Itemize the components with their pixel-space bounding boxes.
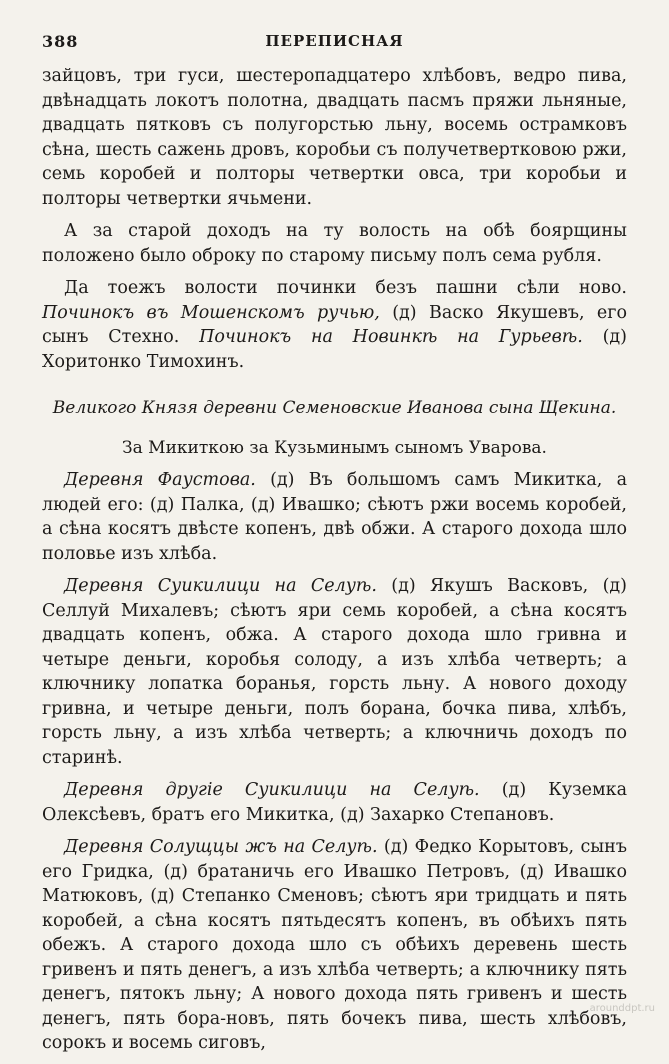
- paragraph-text: зайцовъ, три гуси, шестеропадцатеро хлѣбовъ, ведро пива, двѣнадцать локотъ полотна, двадцать пасмъ пряжи льняные, двадцать пятковъ съ полугорстью льну, восемь острамковъ сѣна, шесть сажень дровъ, коробьи съ получетвертковою ржи, семь коробей и полторы четвертки овса, три коробьи и полторы четвертки ячьмени.: [42, 66, 627, 209]
- page-number: 388: [42, 32, 79, 51]
- paragraph-text: (д) Федко Корытовъ, сынъ его Гридка, (д) братаничь его Ивашко Петровъ, (д) Ивашко Матюковъ, (д) Степанко Сменовъ; сѣютъ яри тридцать и пять коробей, а сѣна косятъ пятьдесятъ копенъ, въ обѣихъ пять обежъ. А старого дохода шло съ обѣихъ деревень шесть гривенъ и пять денегъ, а изъ хлѣба четверть; а ключнику пять денегъ, пятокъ льну; А нового дохода пять гривенъ и шесть денегъ, пять бора-новъ, пять бочекъ пива, шесть хлѣбовъ, сорокъ и восемь сиговъ,: [42, 837, 627, 1053]
- watermark: arounddpt.ru: [589, 1003, 655, 1014]
- paragraph-1: [42, 64, 627, 211]
- village-name: Деревня Суикилици на Селуѣ.: [64, 576, 377, 596]
- section-heading: Великого Князя деревни Семеновские Иванова сына Щекина.: [52, 398, 617, 418]
- paragraph-4: [42, 468, 627, 566]
- paragraph-text: А за старой доходъ на ту волость на обѣ боярщины положено было оброку по старому письму полъ сема рубля.: [42, 221, 627, 266]
- paragraph-5: [42, 574, 627, 770]
- paragraph-text: (д) Куземка Олексѣевъ, братъ его Микитка, (д) Захарко Степановъ.: [42, 780, 628, 825]
- paragraph-3: [42, 276, 627, 374]
- page-header: [42, 28, 627, 64]
- paragraph-2: [42, 219, 627, 268]
- village-name: Деревня другіе Суикилици на Селуѣ.: [64, 780, 480, 800]
- paragraph-text: (д) Якушъ Васковъ, (д) Селлуй Михалевъ; сѣютъ яри семь коробей, а сѣна косятъ двадцать копенъ, обжа. А старого дохода шло гривна и четыре деньги, коробья солоду, а изъ хлѣба четверть; а ключнику лопатка боранья, горсть льну. А нового доходу гривна, и четыре деньги, полъ борана, бочка пива, хлѣбъ, горсть льну, а изъ хлѣба четверть; а ключничь доходъ по старинѣ.: [42, 576, 628, 768]
- book-page: [42, 28, 627, 1064]
- paragraph-text: (д) Хоритонко Тимохинъ.: [42, 327, 628, 372]
- paragraph-text: (д) Васко Якушевъ, его сынъ Стехно.: [42, 302, 627, 347]
- village-name: Починокъ на Новинкѣ на Гурьевѣ.: [199, 327, 583, 347]
- paragraph-6: [42, 778, 627, 827]
- paragraph-text: Да тоежъ волости починки безъ пашни сѣли ново.: [64, 278, 627, 298]
- village-name: Починокъ въ Мошенскомъ ручью,: [42, 302, 380, 323]
- paragraph-7: [42, 835, 627, 1056]
- village-name: Деревня Солущцы жъ на Селуѣ.: [64, 837, 378, 857]
- running-head: ПЕРЕПИСНАЯ: [265, 32, 404, 50]
- village-name: Деревня Фаустова.: [64, 470, 256, 490]
- paragraph-text: (д) Въ большомъ самъ Микитка, а людей его: (д) Палка, (д) Ивашко; сѣютъ ржи восемь коробей, а сѣна косятъ двѣсте копенъ, двѣ обжи. А старого дохода шло половье изъ хлѣба.: [42, 470, 627, 564]
- subsection-heading: За Микиткою за Кузьминымъ сыномъ Уварова.: [122, 438, 547, 458]
